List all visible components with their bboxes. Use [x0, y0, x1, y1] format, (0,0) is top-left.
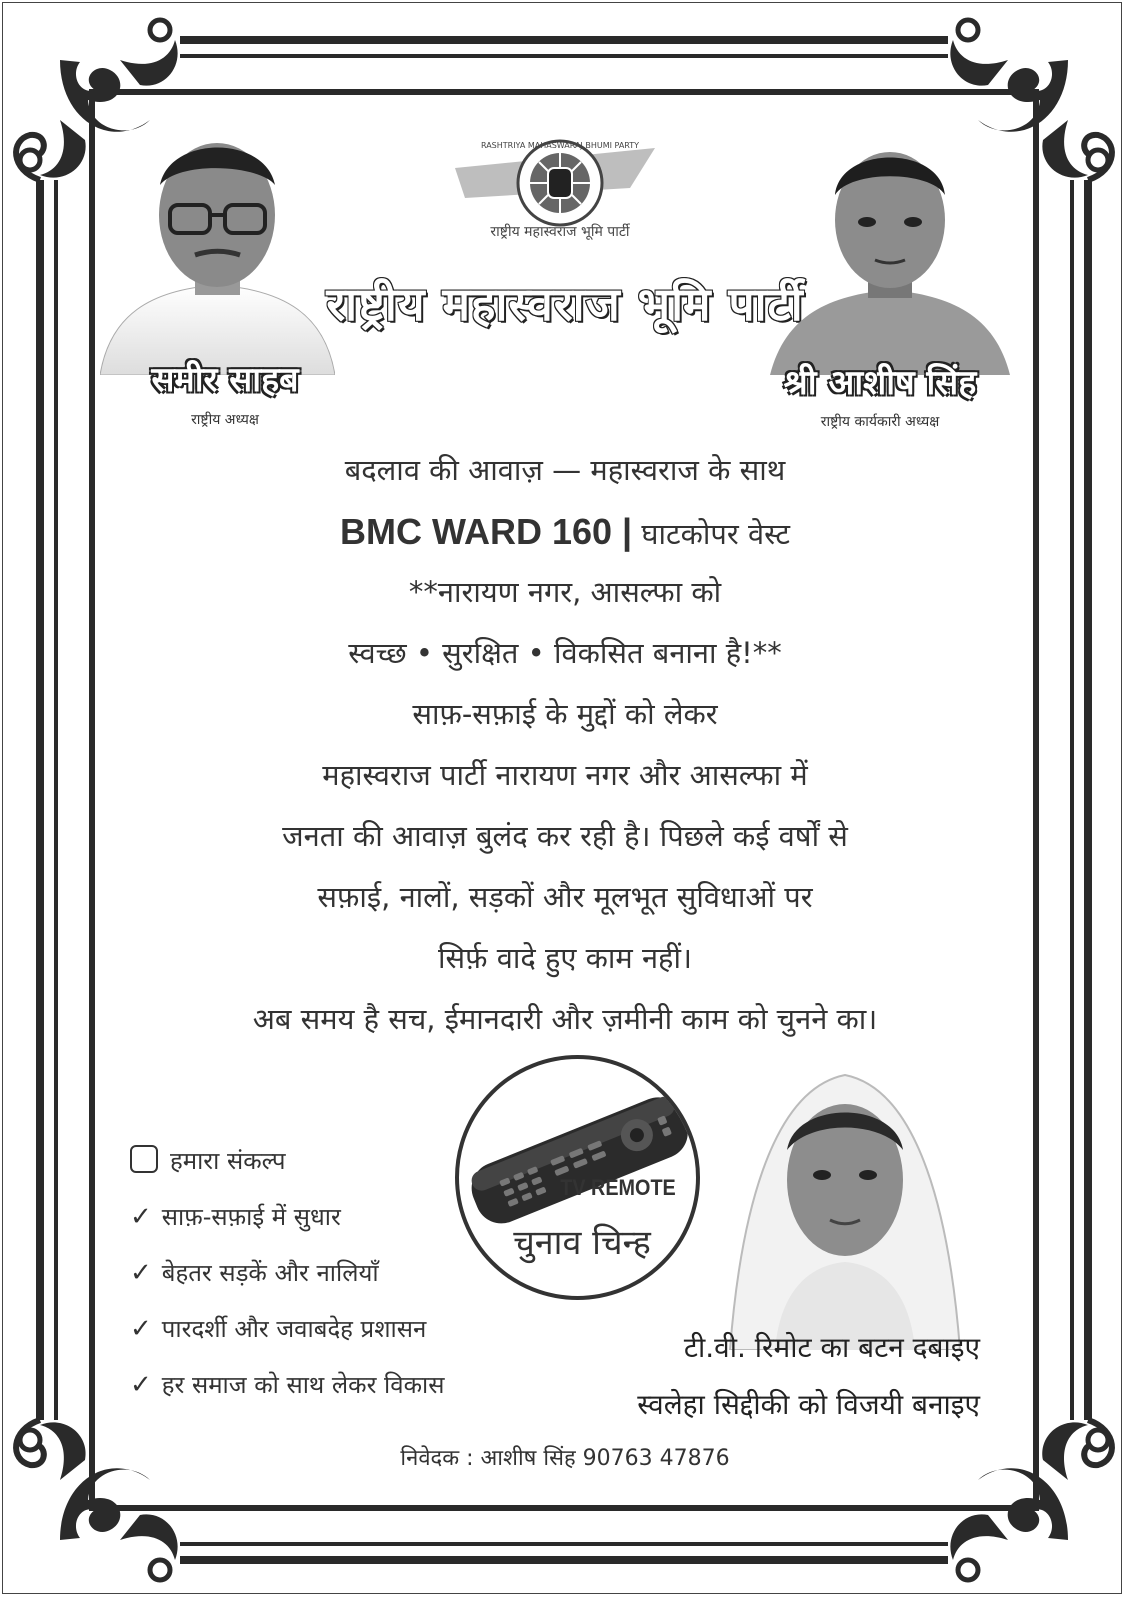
fist-icon: [130, 1145, 158, 1173]
slogan-line: बदलाव की आवाज़ — महास्वराज के साथ: [344, 453, 786, 487]
pledge-item-text: बेहतर सड़कें और नालियाँ: [161, 1259, 379, 1287]
body-line-8: सफ़ाई, नालों, सड़कों और मूलभूत सुविधाओं पर: [317, 880, 813, 914]
symbol-label: चुनाव चिन्ह: [513, 1223, 651, 1263]
ward-line: [120, 501, 1010, 562]
footer-contact: निवेदक : आशीष सिंह 90763 47876: [400, 1446, 730, 1471]
leader-left-name: समीर साहब: [151, 360, 299, 400]
candidate-portrait: [700, 1050, 990, 1350]
check-icon: ✓: [130, 1370, 152, 1400]
pledge-item-text: हर समाज को साथ लेकर विकास: [161, 1371, 445, 1399]
cta-line-2: स्वलेहा सिद्दीकी को विजयी बनाइए: [637, 1388, 980, 1421]
list-item: [130, 1357, 530, 1413]
leader-right-role: राष्ट्रीय कार्यकारी अध्यक्ष: [820, 414, 940, 430]
pledge-item-text: साफ़-सफ़ाई में सुधार: [161, 1203, 341, 1231]
ward-area: घाटकोपर वेस्ट: [641, 517, 790, 551]
cta-line-1: टी.वी. रिमोट का बटन दबाइए: [683, 1331, 980, 1364]
leader-right-name: श्री आशीष सिंह: [783, 363, 977, 403]
check-icon: ✓: [130, 1202, 152, 1232]
body-line-4: स्वच्छ • सुरक्षित • विकसित बनाना है!**: [348, 636, 782, 670]
body-line-9: सिर्फ़ वादे हुए काम नहीं।: [438, 941, 692, 975]
leader-left-role: राष्ट्रीय अध्यक्ष: [191, 412, 259, 428]
body-line-10: अब समय है सच, ईमानदारी और ज़मीनी काम को चुनने का।: [252, 1002, 878, 1036]
logo-ring-text: RASHTRIYA MAHASWARAJ BHUMI PARTY: [480, 141, 640, 150]
list-item: [130, 1301, 530, 1357]
message-body: [120, 440, 1010, 1050]
pledge-item-text: पारदर्शी और जवाबदेह प्रशासन: [161, 1315, 427, 1343]
check-icon: ✓: [130, 1258, 152, 1288]
portrait-left: [100, 125, 335, 375]
pledge-heading-text: हमारा संकल्प: [170, 1147, 286, 1175]
body-line-5: साफ़-सफ़ाई के मुद्दों को लेकर: [412, 697, 718, 731]
body-line-6: महास्वराज पार्टी नारायण नगर और आसल्फा में: [322, 758, 808, 792]
symbol-name: TV REMOTE: [560, 1175, 676, 1200]
body-line-7: जनता की आवाज़ बुलंद कर रही है। पिछले कई वर्षों से: [282, 819, 848, 853]
party-title: राष्ट्रीय महास्वराज भूमि पार्टी: [326, 277, 804, 331]
portrait-right: [770, 140, 1010, 375]
body-line-3: **नारायण नगर, आसल्फा को: [408, 575, 722, 609]
logo-caption: राष्ट्रीय महास्वराज भूमि पार्टी: [490, 224, 630, 240]
check-icon: ✓: [130, 1314, 152, 1344]
ward-number: BMC WARD 160 |: [340, 511, 633, 552]
